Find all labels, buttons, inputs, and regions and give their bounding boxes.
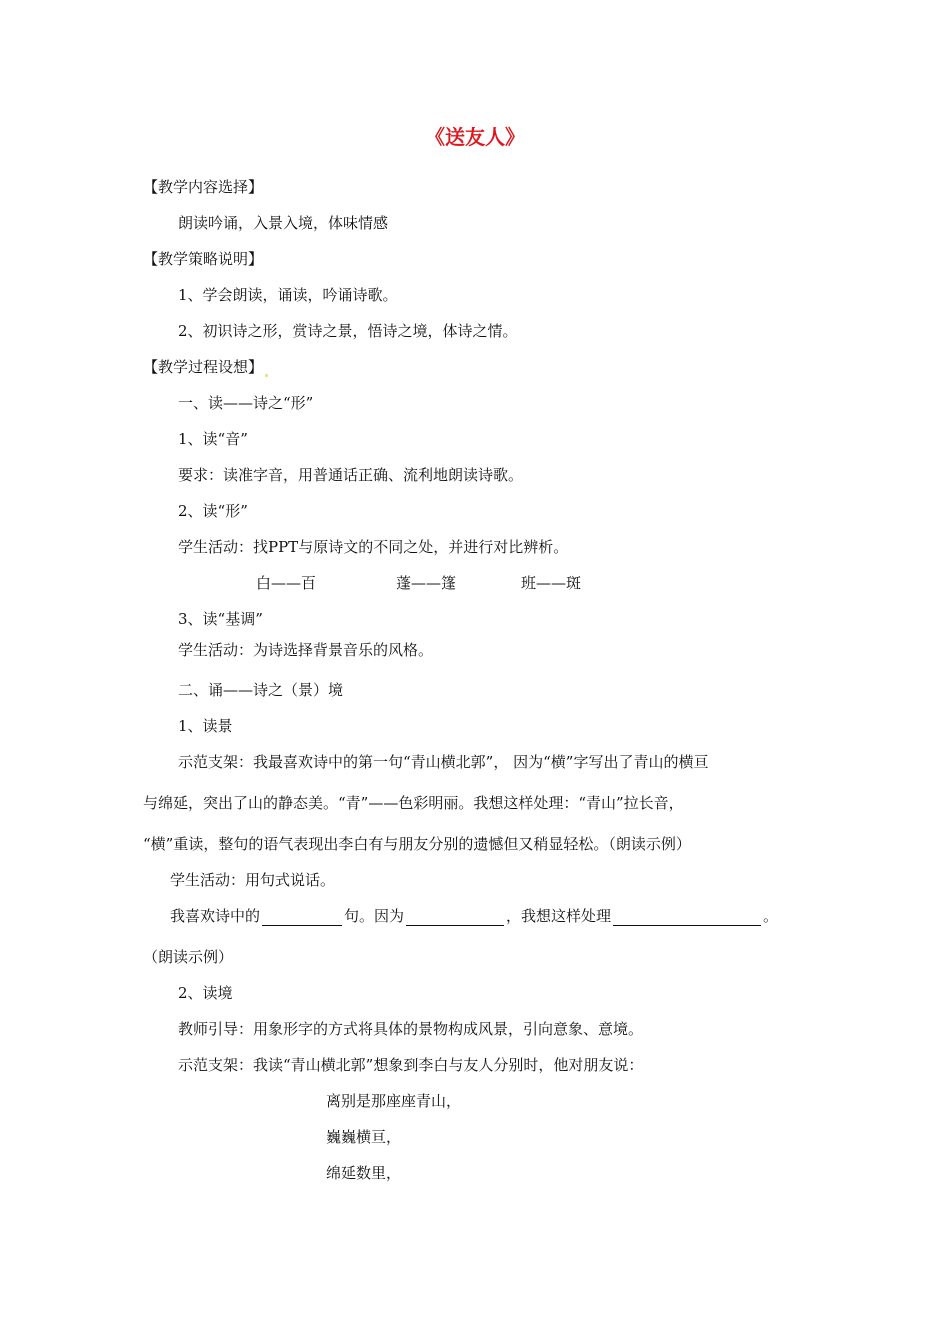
teacher-guide: 教师引导：用象形字的方式将具体的景物构成风景，引向意象、意境。 — [178, 1020, 644, 1038]
poem-line-2: 巍巍横亘， — [326, 1128, 402, 1146]
blank-line-2 — [406, 909, 504, 926]
process-heading-text: 【教学过程设想】 — [143, 358, 264, 376]
part2-example2: 示范支架：我读“青山横北郭”想象到李白与友人分别时，他对朋友说： — [178, 1056, 644, 1074]
char-pair-2: 蓬——篷 — [396, 574, 457, 592]
fill-text-b: 句。因为 — [344, 907, 405, 925]
part2-section1-title: 1、读景 — [178, 717, 233, 735]
strategy-heading: 【教学策略说明】 — [143, 250, 264, 268]
content-heading: 【教学内容选择】 — [143, 178, 264, 196]
decorative-dot — [265, 374, 268, 377]
poem-line-3: 绵延数里， — [326, 1164, 402, 1182]
blank-line-1 — [262, 909, 342, 926]
part1-section1-requirement: 要求：读准字音，用普通话正确、流利地朗读诗歌。 — [178, 466, 524, 484]
content-text: 朗读吟诵，入景入境，体味情感 — [178, 214, 389, 232]
part1-section3-activity: 学生活动：为诗选择背景音乐的风格。 — [178, 641, 434, 659]
fill-text-a: 我喜欢诗中的 — [170, 907, 261, 925]
part1-section2-title: 2、读“形” — [178, 502, 248, 520]
strategy-item-2: 2、初识诗之形，赏诗之景，悟诗之境，体诗之情。 — [178, 322, 518, 340]
part2-example-line3: “横”重读，整句的语气表现出李白有与朋友分别的遗憾但又稍显轻松。（朗读示例） — [143, 835, 691, 853]
part1-section1-title: 1、读“音” — [178, 430, 248, 448]
process-heading — [143, 357, 270, 377]
blank-line-3 — [613, 909, 761, 926]
part1-heading: 一、读——诗之“形” — [178, 394, 314, 412]
poem-line-1: 离别是那座座青山， — [326, 1092, 462, 1110]
part2-example-line1: 示范支架：我最喜欢诗中的第一句“青山横北郭”， 因为“横”字写出了青山的横亘 — [178, 753, 709, 771]
document-title: 《送友人》 — [425, 125, 525, 149]
part2-activity: 学生活动：用句式说话。 — [170, 871, 336, 889]
fill-text-c: ，我想这样处理 — [506, 907, 612, 925]
char-pair-3: 班——斑 — [521, 574, 582, 592]
part1-section3-title: 3、读“基调” — [178, 610, 263, 628]
fill-in-sentence — [170, 906, 778, 926]
part2-example-line2: 与绵延，突出了山的静态美。“青”——色彩明丽。我想这样处理：“青山”拉长音， — [143, 794, 684, 812]
part2-section2-title: 2、读境 — [178, 984, 233, 1002]
char-pair-1: 白——百 — [256, 574, 317, 592]
strategy-item-1: 1、学会朗读，诵读，吟诵诗歌。 — [178, 286, 398, 304]
read-example-note: （朗读示例） — [143, 948, 234, 966]
fill-text-d: 。 — [763, 907, 779, 925]
part2-heading: 二、诵——诗之（景）境 — [178, 681, 344, 699]
part1-section2-activity: 学生活动：找PPT与原诗文的不同之处，并进行对比辨析。 — [178, 538, 569, 556]
